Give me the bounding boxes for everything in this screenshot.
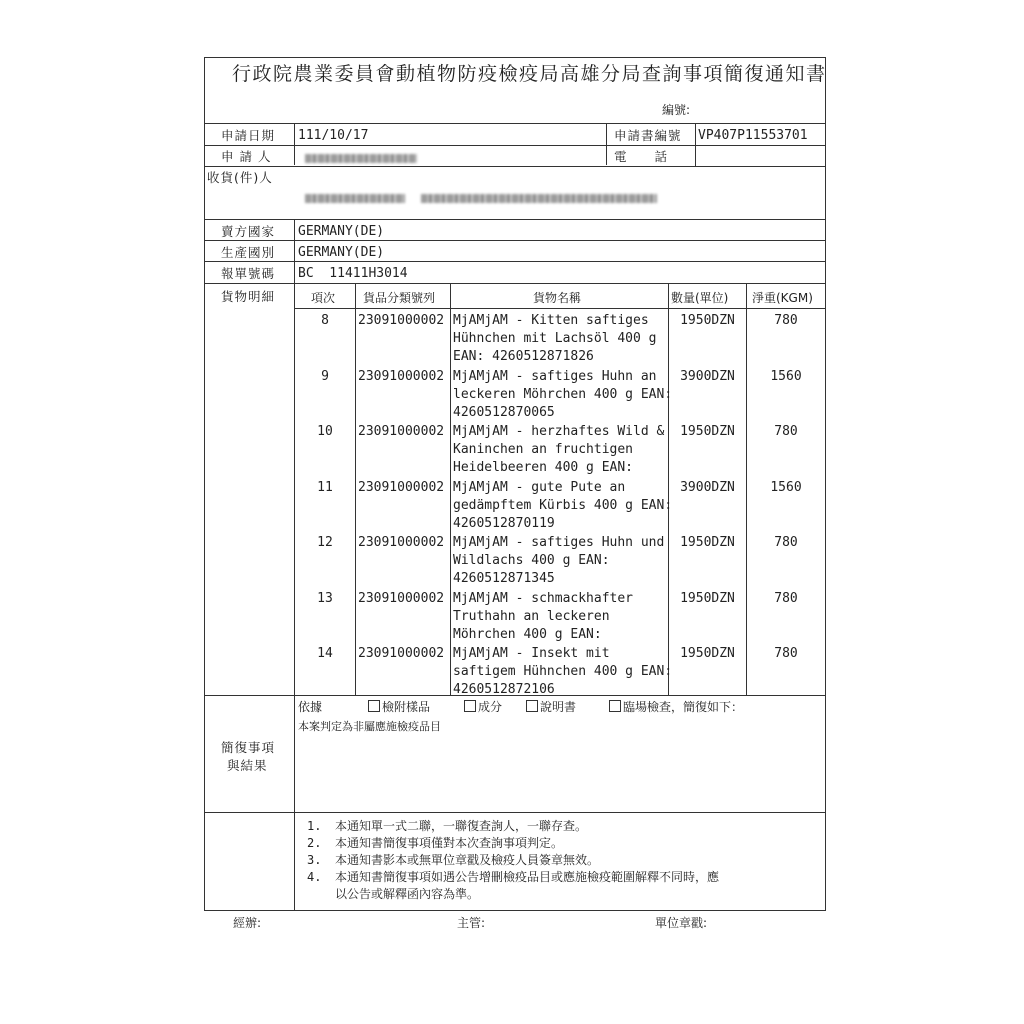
- table-header-code: 貨品分類號列: [363, 291, 436, 305]
- application-number-label: 申請書編號: [614, 128, 682, 143]
- note-number: 1.: [307, 819, 322, 833]
- table-cell-weight: 1560: [770, 480, 802, 495]
- table-cell-name-line: EAN: 4260512871826: [453, 349, 594, 364]
- table-cell-name-line: MjAMjAM - Kitten saftiges: [453, 313, 649, 328]
- applicant-label: 申 請 人: [221, 149, 272, 164]
- table-cell-item-no: 10: [317, 424, 333, 439]
- supervisor-label: 主管:: [457, 916, 486, 930]
- table-cell-weight: 780: [774, 424, 798, 439]
- table-cell-code: 23091000002: [358, 535, 445, 550]
- table-cell-name-line: saftigem Hühnchen 400 g EAN:: [453, 664, 673, 679]
- table-cell-quantity: 1950DZN: [680, 591, 735, 606]
- declaration-number-value: BC 11411H3014: [298, 266, 408, 281]
- table-cell-weight: 1560: [770, 369, 802, 384]
- table-header-name: 貨物名稱: [533, 291, 582, 305]
- table-cell-name-line: MjAMjAM - saftiges Huhn und: [453, 535, 665, 550]
- checkbox-icon[interactable]: [609, 700, 621, 712]
- seller-country-label: 賣方國家: [221, 224, 276, 239]
- table-cell-name-line: leckeren Möhrchen 400 g EAN:: [453, 387, 673, 402]
- table-cell-item-no: 11: [317, 480, 333, 495]
- origin-country-label: 生產國別: [221, 245, 276, 260]
- goods-detail-label: 貨物明細: [221, 289, 276, 304]
- table-cell-name-line: MjAMjAM - Insekt mit: [453, 646, 610, 661]
- origin-country-value: GERMANY(DE): [298, 245, 385, 260]
- note-number: 2.: [307, 836, 322, 850]
- seller-country-value: GERMANY(DE): [298, 224, 385, 239]
- checkbox-manual[interactable]: 說明書: [526, 699, 576, 715]
- table-cell-quantity: 3900DZN: [680, 369, 735, 384]
- table-cell-item-no: 13: [317, 591, 333, 606]
- table-cell-item-no: 12: [317, 535, 333, 550]
- checkbox-onsite-inspection[interactable]: 臨場檢查，簡復如下：: [609, 699, 743, 715]
- table-cell-code: 23091000002: [358, 646, 445, 661]
- table-cell-quantity: 1950DZN: [680, 313, 735, 328]
- application-number-value: VP407P11553701: [698, 128, 808, 143]
- document-title: 行政院農業委員會動植物防疫檢疫局高雄分局查詢事項簡復通知書: [232, 63, 827, 85]
- phone-label: 電 話: [614, 149, 669, 164]
- table-cell-name-line: MjAMjAM - saftiges Huhn an: [453, 369, 657, 384]
- table-cell-name-line: MjAMjAM - herzhaftes Wild &: [453, 424, 665, 439]
- table-cell-name-line: 4260512870065: [453, 405, 555, 420]
- apply-date-value: 111/10/17: [298, 128, 369, 143]
- table-cell-quantity: 1950DZN: [680, 646, 735, 661]
- table-cell-code: 23091000002: [358, 369, 445, 384]
- table-cell-weight: 780: [774, 535, 798, 550]
- applicant-redacted: [305, 154, 417, 163]
- table-cell-name-line: Truthahn an leckeren: [453, 609, 610, 624]
- note-text-continued: 以公告或解釋函內容為準。: [335, 887, 480, 901]
- checkbox-sample[interactable]: 檢附樣品: [368, 699, 430, 715]
- handler-label: 經辦:: [233, 916, 262, 930]
- result-label-line1: 簡復事項: [221, 740, 276, 755]
- table-cell-name-line: 4260512871345: [453, 571, 555, 586]
- table-cell-code: 23091000002: [358, 424, 445, 439]
- notice-form: [204, 57, 826, 911]
- apply-date-label: 申請日期: [221, 128, 276, 143]
- checkbox-icon[interactable]: [368, 700, 380, 712]
- table-cell-code: 23091000002: [358, 480, 445, 495]
- table-cell-item-no: 9: [321, 369, 329, 384]
- unit-stamp-label: 單位章戳:: [655, 916, 708, 930]
- table-header-item-no: 項次: [311, 291, 336, 305]
- checkbox-icon[interactable]: [464, 700, 476, 712]
- table-cell-quantity: 1950DZN: [680, 424, 735, 439]
- table-cell-weight: 780: [774, 646, 798, 661]
- table-cell-quantity: 3900DZN: [680, 480, 735, 495]
- conclusion-text: 本案判定為非屬應施檢疫品目: [298, 720, 441, 733]
- table-cell-name-line: 4260512870119: [453, 516, 555, 531]
- table-cell-name-line: 4260512872106: [453, 682, 555, 697]
- table-header-weight: 淨重(KGM): [752, 291, 813, 305]
- table-cell-name-line: MjAMjAM - gute Pute an: [453, 480, 626, 495]
- basis-label: 依據: [298, 700, 323, 714]
- table-cell-weight: 780: [774, 591, 798, 606]
- note-number: 4.: [307, 870, 322, 884]
- table-header-quantity: 數量(單位): [671, 291, 729, 305]
- note-text: 本通知書影本或無單位章戳及檢疫人員簽章無效。: [335, 853, 600, 867]
- table-cell-weight: 780: [774, 313, 798, 328]
- table-cell-code: 23091000002: [358, 591, 445, 606]
- table-cell-name-line: Kaninchen an fruchtigen: [453, 442, 634, 457]
- checkbox-ingredients[interactable]: 成分: [464, 699, 502, 715]
- table-cell-name-line: Heidelbeeren 400 g EAN:: [453, 460, 634, 475]
- table-cell-name-line: Möhrchen 400 g EAN:: [453, 627, 602, 642]
- table-cell-quantity: 1950DZN: [680, 535, 735, 550]
- note-text: 本通知單一式二聯，一聯復查詢人，一聯存查。: [335, 819, 588, 833]
- table-cell-code: 23091000002: [358, 313, 445, 328]
- consignee-name-redacted: [305, 194, 405, 203]
- table-cell-name-line: gedämpftem Kürbis 400 g EAN:: [453, 498, 673, 513]
- checkbox-icon[interactable]: [526, 700, 538, 712]
- note-text: 本通知書簡復事項僅對本次查詢事項判定。: [335, 836, 564, 850]
- note-number: 3.: [307, 853, 322, 867]
- consignee-address-redacted: [421, 194, 657, 203]
- result-label-line2: 與結果: [227, 758, 268, 773]
- note-text: 本通知書簡復事項如遇公告增刪檢疫品目或應施檢疫範圍解釋不同時，應: [335, 870, 720, 884]
- serial-number-label: 編號:: [662, 103, 691, 117]
- table-cell-name-line: MjAMjAM - schmackhafter: [453, 591, 634, 606]
- declaration-number-label: 報單號碼: [221, 266, 276, 281]
- table-cell-item-no: 8: [321, 313, 329, 328]
- table-cell-name-line: Wildlachs 400 g EAN:: [453, 553, 610, 568]
- table-cell-item-no: 14: [317, 646, 333, 661]
- table-cell-name-line: Hühnchen mit Lachsöl 400 g: [453, 331, 657, 346]
- consignee-label: 收貨(件)人: [207, 170, 273, 185]
